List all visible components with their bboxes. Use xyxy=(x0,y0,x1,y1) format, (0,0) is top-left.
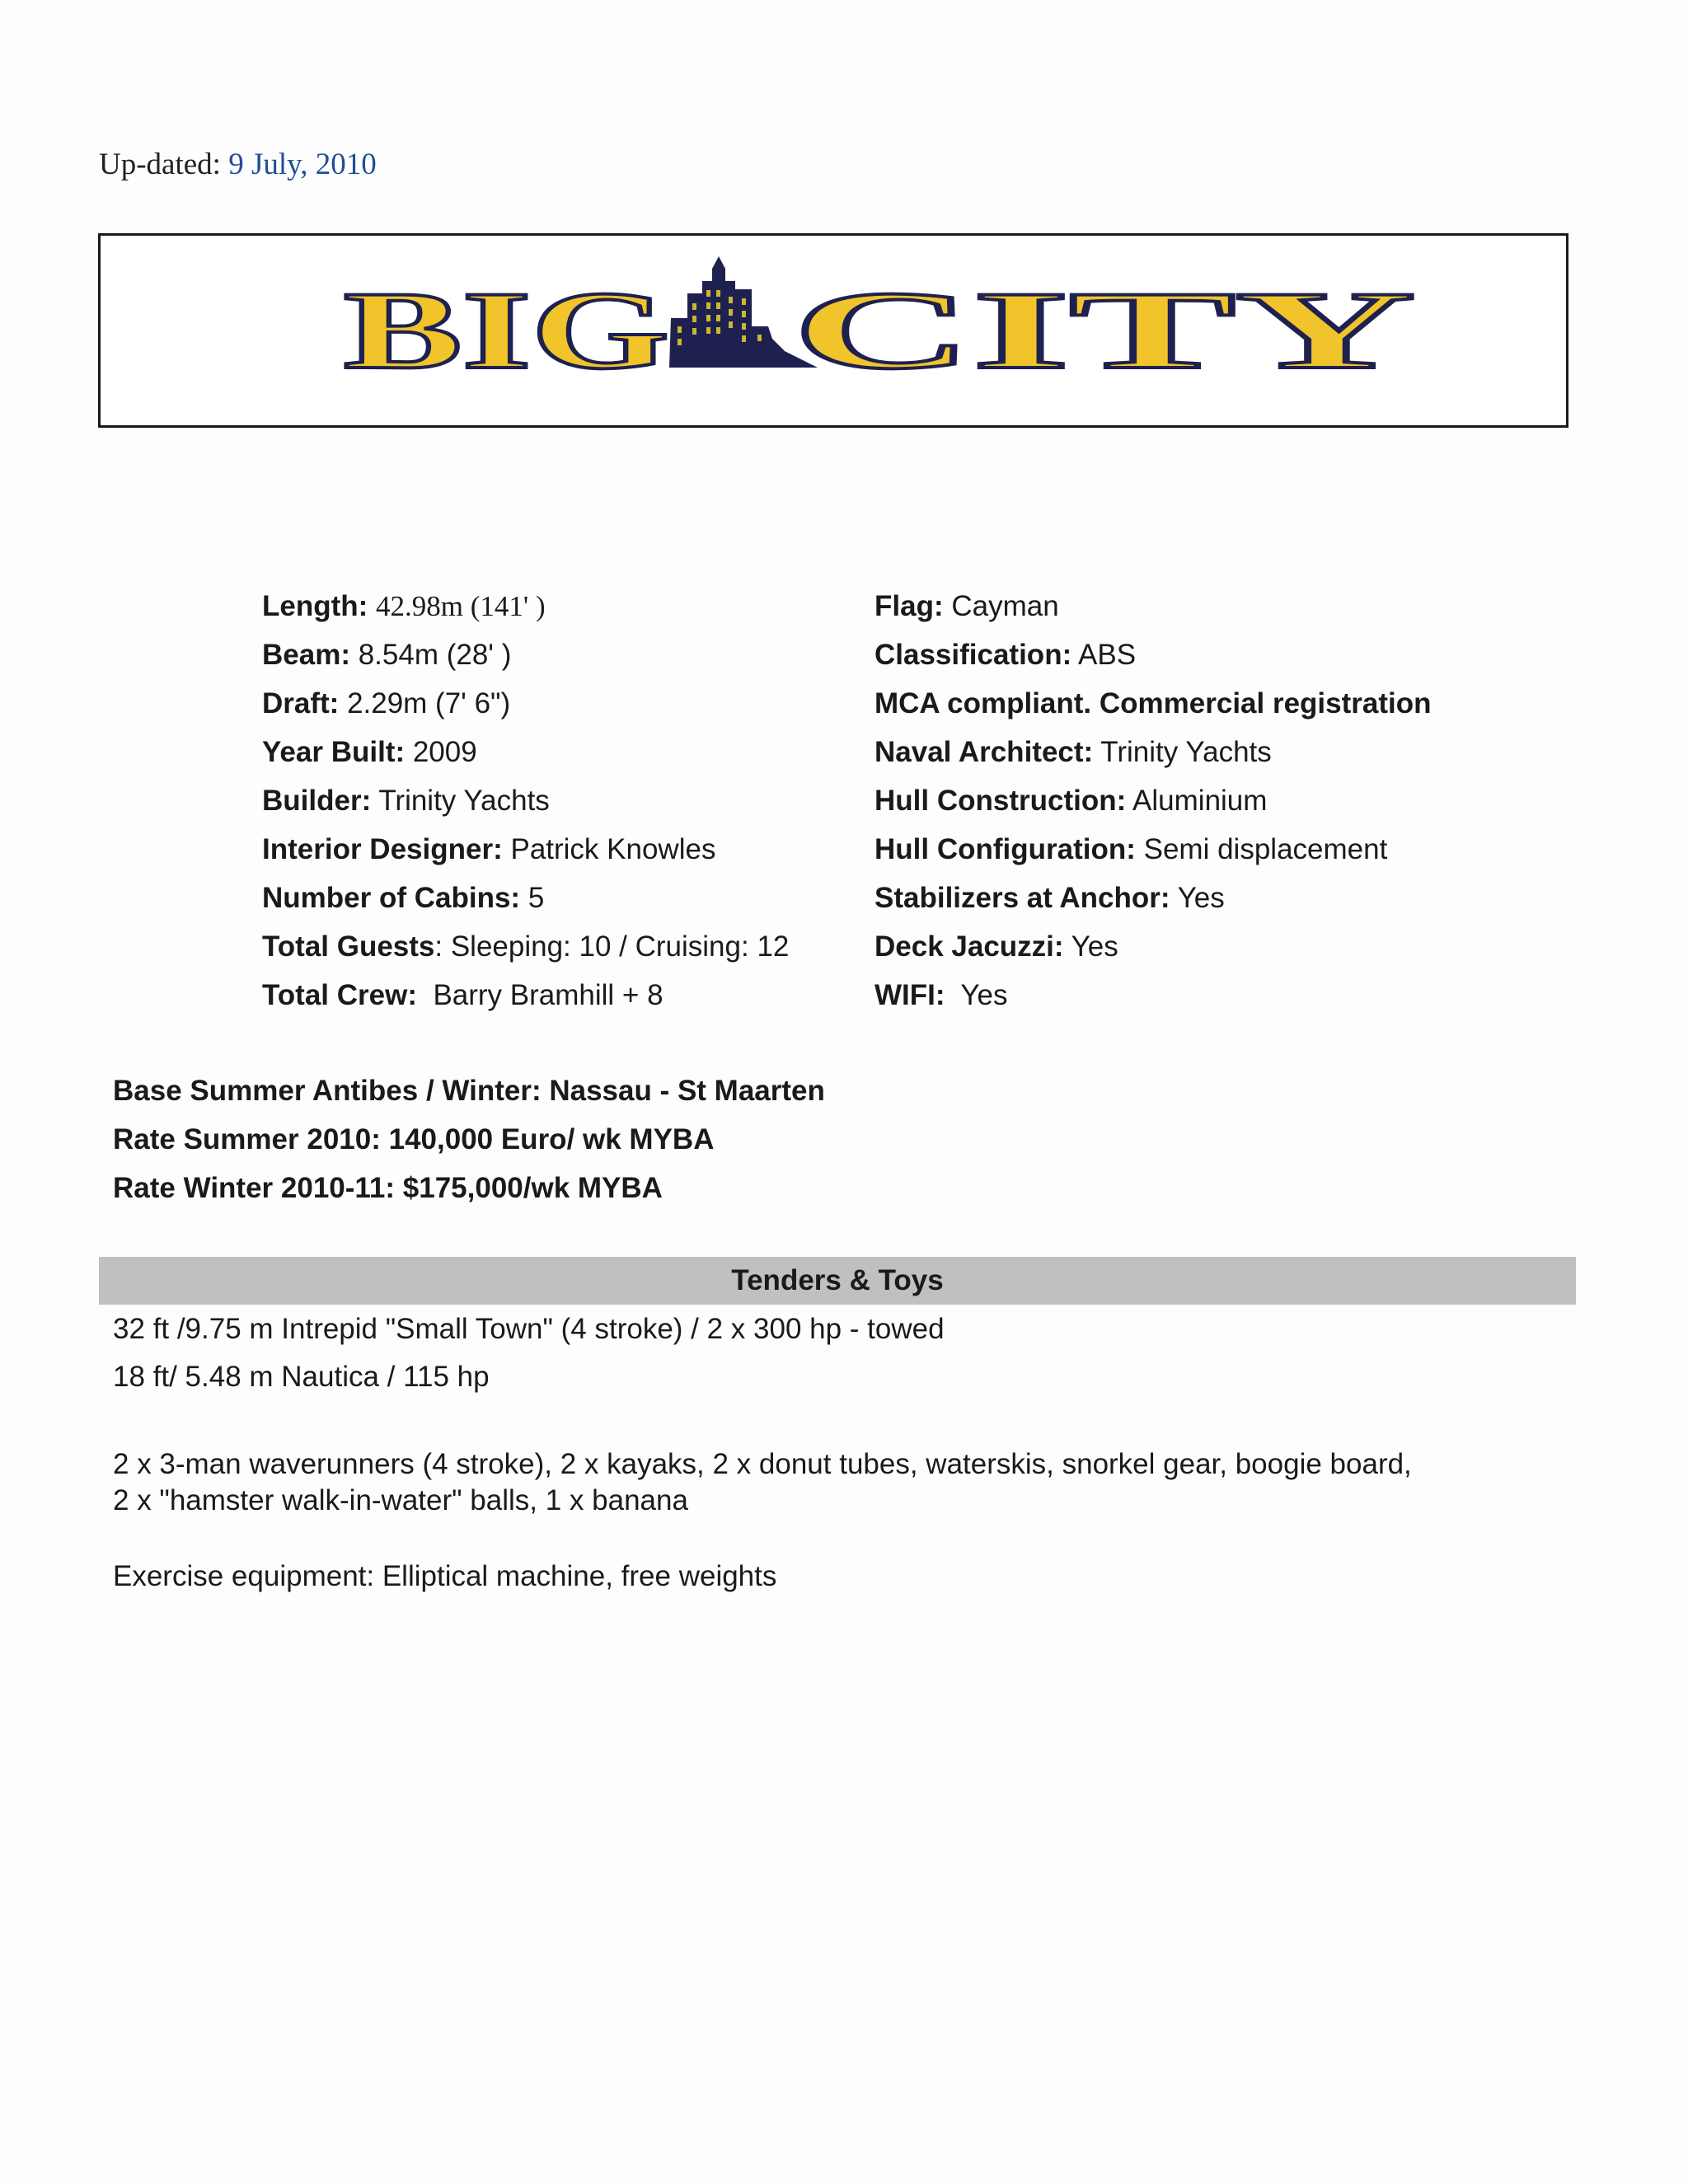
spec-value: Yes xyxy=(960,979,1008,1011)
spec-hull-configuration xyxy=(874,825,1432,874)
spec-label: Classification: xyxy=(874,639,1072,671)
spec-value: 2009 xyxy=(412,736,477,768)
spec-naval-architect xyxy=(874,728,1432,776)
updated-date: 9 July, 2010 xyxy=(228,148,377,181)
logo-box xyxy=(98,233,1568,428)
spec-value: 42.98m (141' ) xyxy=(376,590,546,622)
spec-label: Interior Designer: xyxy=(262,833,503,865)
spec-total-guests xyxy=(262,922,789,971)
spec-label: Stabilizers at Anchor: xyxy=(874,882,1170,914)
spec-label: Beam: xyxy=(262,639,350,671)
spec-label: Number of Cabins: xyxy=(262,882,521,914)
spec-value: 5 xyxy=(528,882,545,914)
toys-line: 2 x "hamster walk-in-water" balls, 1 x banana xyxy=(113,1484,688,1516)
spec-value: ABS xyxy=(1078,639,1137,671)
spec-label: Length: xyxy=(262,590,368,622)
spec-hull-construction xyxy=(874,776,1432,825)
tender-item: 18 ft/ 5.48 m Nautica / 115 hp xyxy=(113,1361,490,1393)
spec-interior-designer xyxy=(262,825,789,874)
spec-value: Patrick Knowles xyxy=(510,833,716,865)
spec-value: Cayman xyxy=(951,590,1059,622)
spec-label: Hull Construction: xyxy=(874,785,1127,817)
tenders-list xyxy=(113,1305,945,1401)
spec-value: Yes xyxy=(1177,882,1225,914)
spec-total-crew xyxy=(262,971,789,1019)
rates-block xyxy=(113,1066,825,1212)
rate-winter: Rate Winter 2010-11: $175,000/wk MYBA xyxy=(113,1172,663,1204)
spec-value: Aluminium xyxy=(1132,785,1268,817)
spec-value: 8.54m (28' ) xyxy=(358,639,512,671)
spec-number-of-cabins xyxy=(262,874,789,922)
spec-mca xyxy=(874,679,1432,728)
spec-value: : Sleeping: 10 / Cruising: 12 xyxy=(434,930,790,963)
spec-value: Semi displacement xyxy=(1143,833,1388,865)
spec-label: Draft: xyxy=(262,687,340,719)
spec-label: Flag: xyxy=(874,590,944,622)
updated-label: Up-dated: xyxy=(99,148,221,181)
spec-label: Naval Architect: xyxy=(874,736,1094,768)
spec-year-built xyxy=(262,728,789,776)
rate-summer: Rate Summer 2010: 140,000 Euro/ wk MYBA xyxy=(113,1123,715,1155)
spec-label: Total Guests xyxy=(262,930,435,963)
big-city-logo xyxy=(101,236,1566,425)
updated-line xyxy=(99,147,377,182)
spec-label: WIFI: xyxy=(874,979,945,1011)
spec-deck-jacuzzi xyxy=(874,922,1432,971)
spec-beam xyxy=(262,630,789,679)
logo-text-city: CITY xyxy=(793,269,1415,392)
toys-paragraph xyxy=(113,1446,1412,1519)
spec-flag xyxy=(874,582,1432,630)
spec-value: Yes xyxy=(1071,930,1118,963)
spec-classification xyxy=(874,630,1432,679)
specs-right-column xyxy=(874,582,1432,1019)
spec-label: Deck Jacuzzi: xyxy=(874,930,1064,963)
spec-value: Barry Bramhill + 8 xyxy=(433,979,663,1011)
specs-left-column xyxy=(262,582,789,1019)
spec-label: Year Built: xyxy=(262,736,406,768)
spec-draft xyxy=(262,679,789,728)
spec-length xyxy=(262,582,789,630)
spec-builder xyxy=(262,776,789,825)
spec-value: Trinity Yachts xyxy=(1100,736,1272,768)
spec-label: Builder: xyxy=(262,785,372,817)
spec-value: Trinity Yachts xyxy=(378,785,550,817)
tenders-toys-heading: Tenders & Toys xyxy=(99,1257,1576,1305)
exercise-equipment: Exercise equipment: Elliptical machine, free weights xyxy=(113,1560,777,1592)
spec-wifi xyxy=(874,971,1432,1019)
spec-value: 2.29m (7' 6") xyxy=(347,687,511,719)
spec-label: MCA compliant. Commercial registration xyxy=(874,687,1432,719)
logo-text-big: BIG xyxy=(344,269,669,392)
spec-stabilizers xyxy=(874,874,1432,922)
spec-label: Total Crew: xyxy=(262,979,417,1011)
spec-label: Hull Configuration: xyxy=(874,833,1136,865)
base-location: Base Summer Antibes / Winter: Nassau - St Maarten xyxy=(113,1075,825,1107)
toys-line: 2 x 3-man waverunners (4 stroke), 2 x kayaks, 2 x donut tubes, waterskis, snorkel gear, boogie board, xyxy=(113,1448,1412,1480)
tender-item: 32 ft /9.75 m Intrepid "Small Town" (4 stroke) / 2 x 300 hp - towed xyxy=(113,1313,945,1345)
